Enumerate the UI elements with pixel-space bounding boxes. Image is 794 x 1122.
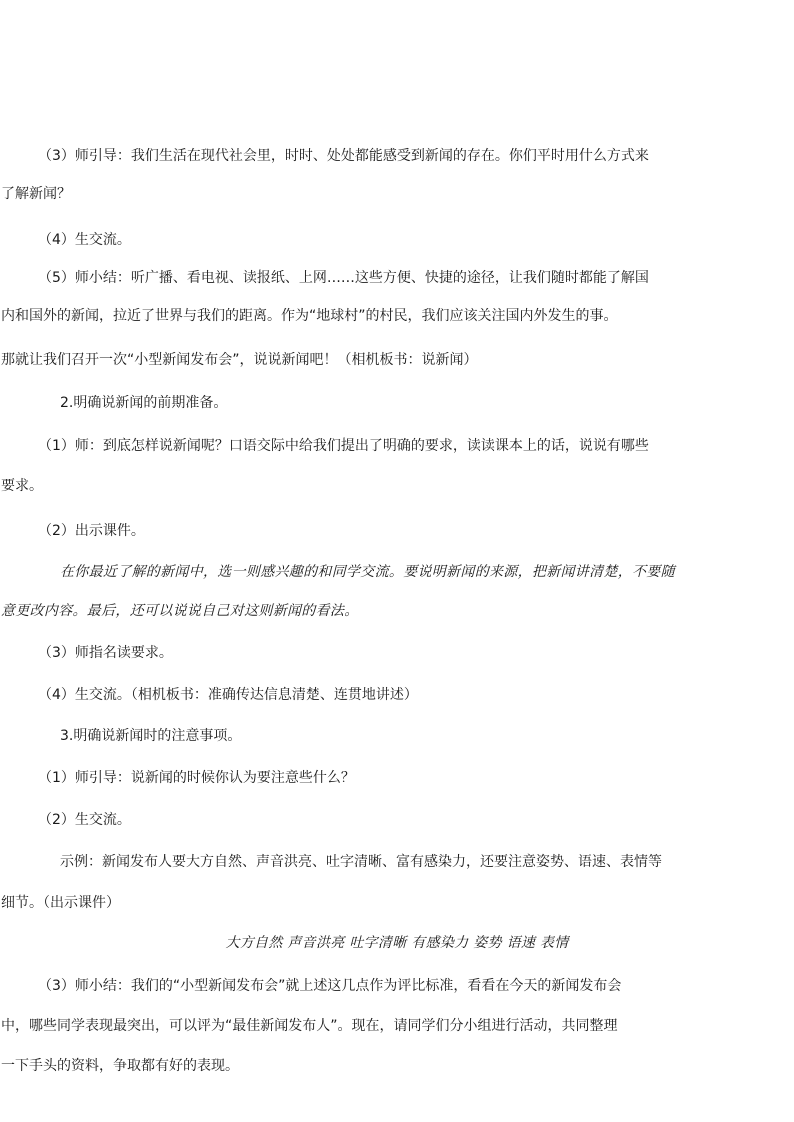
paragraph-line: （1）师引导：说新闻的时候你认为要注意些什么？ bbox=[38, 770, 355, 786]
section-heading: 3.明确说新闻时的注意事项。 bbox=[60, 728, 242, 744]
paragraph-line: （3）师指名读要求。 bbox=[38, 645, 173, 661]
paragraph-line: （4）生交流。（相机板书：准确传达信息清楚、连贯地讲述） bbox=[38, 687, 418, 703]
paragraph-line: 了解新闻？ bbox=[1, 186, 71, 202]
paragraph-line: （5）师小结：听广播、看电视、读报纸、上网……这些方便、快捷的途径，让我们随时都能了解国 bbox=[38, 270, 649, 286]
paragraph-line: 一下手头的资料，争取都有好的表现。 bbox=[1, 1058, 239, 1074]
paragraph-line: 中，哪些同学表现最突出，可以评为“最佳新闻发布人”。现在，请同学们分小组进行活动，共同整理 bbox=[1, 1018, 618, 1034]
courseware-text: 在你最近了解的新闻中，选一则感兴趣的和同学交流。要说明新闻的来源，把新闻讲清楚，不要随 bbox=[60, 564, 675, 580]
paragraph-line: （2）生交流。 bbox=[38, 812, 131, 828]
paragraph-line: （4）生交流。 bbox=[38, 232, 131, 248]
section-heading: 2.明确说新闻的前期准备。 bbox=[60, 395, 228, 411]
paragraph-line: （2）出示课件。 bbox=[38, 523, 145, 539]
paragraph-line: 示例：新闻发布人要大方自然、声音洪亮、吐字清晰、富有感染力，还要注意姿势、语速、表情等 bbox=[60, 854, 662, 870]
paragraph-line: （3）师小结：我们的“小型新闻发布会”就上述这几点作为评比标准，看看在今天的新闻发布会 bbox=[38, 978, 622, 994]
paragraph-line: 那就让我们召开一次“小型新闻发布会”，说说新闻吧！（相机板书：说新闻） bbox=[1, 352, 478, 368]
paragraph-line: （3）师引导：我们生活在现代社会里，时时、处处都能感受到新闻的存在。你们平时用什么方式来 bbox=[38, 148, 649, 164]
paragraph-line: 细节。（出示课件） bbox=[1, 895, 120, 911]
paragraph-line: 要求。 bbox=[1, 478, 43, 494]
criteria-list: 大方自然 声音洪亮 吐字清晰 有感染力 姿势 语速 表情 bbox=[225, 935, 569, 951]
courseware-text: 意更改内容。最后，还可以说说自己对这则新闻的看法。 bbox=[1, 603, 359, 619]
paragraph-line: 内和国外的新闻，拉近了世界与我们的距离。作为“地球村”的村民，我们应该关注国内外发生的事。 bbox=[1, 308, 618, 324]
paragraph-line: （1）师：到底怎样说新闻呢？口语交际中给我们提出了明确的要求，读读课本上的话，说说有哪些 bbox=[38, 438, 649, 454]
